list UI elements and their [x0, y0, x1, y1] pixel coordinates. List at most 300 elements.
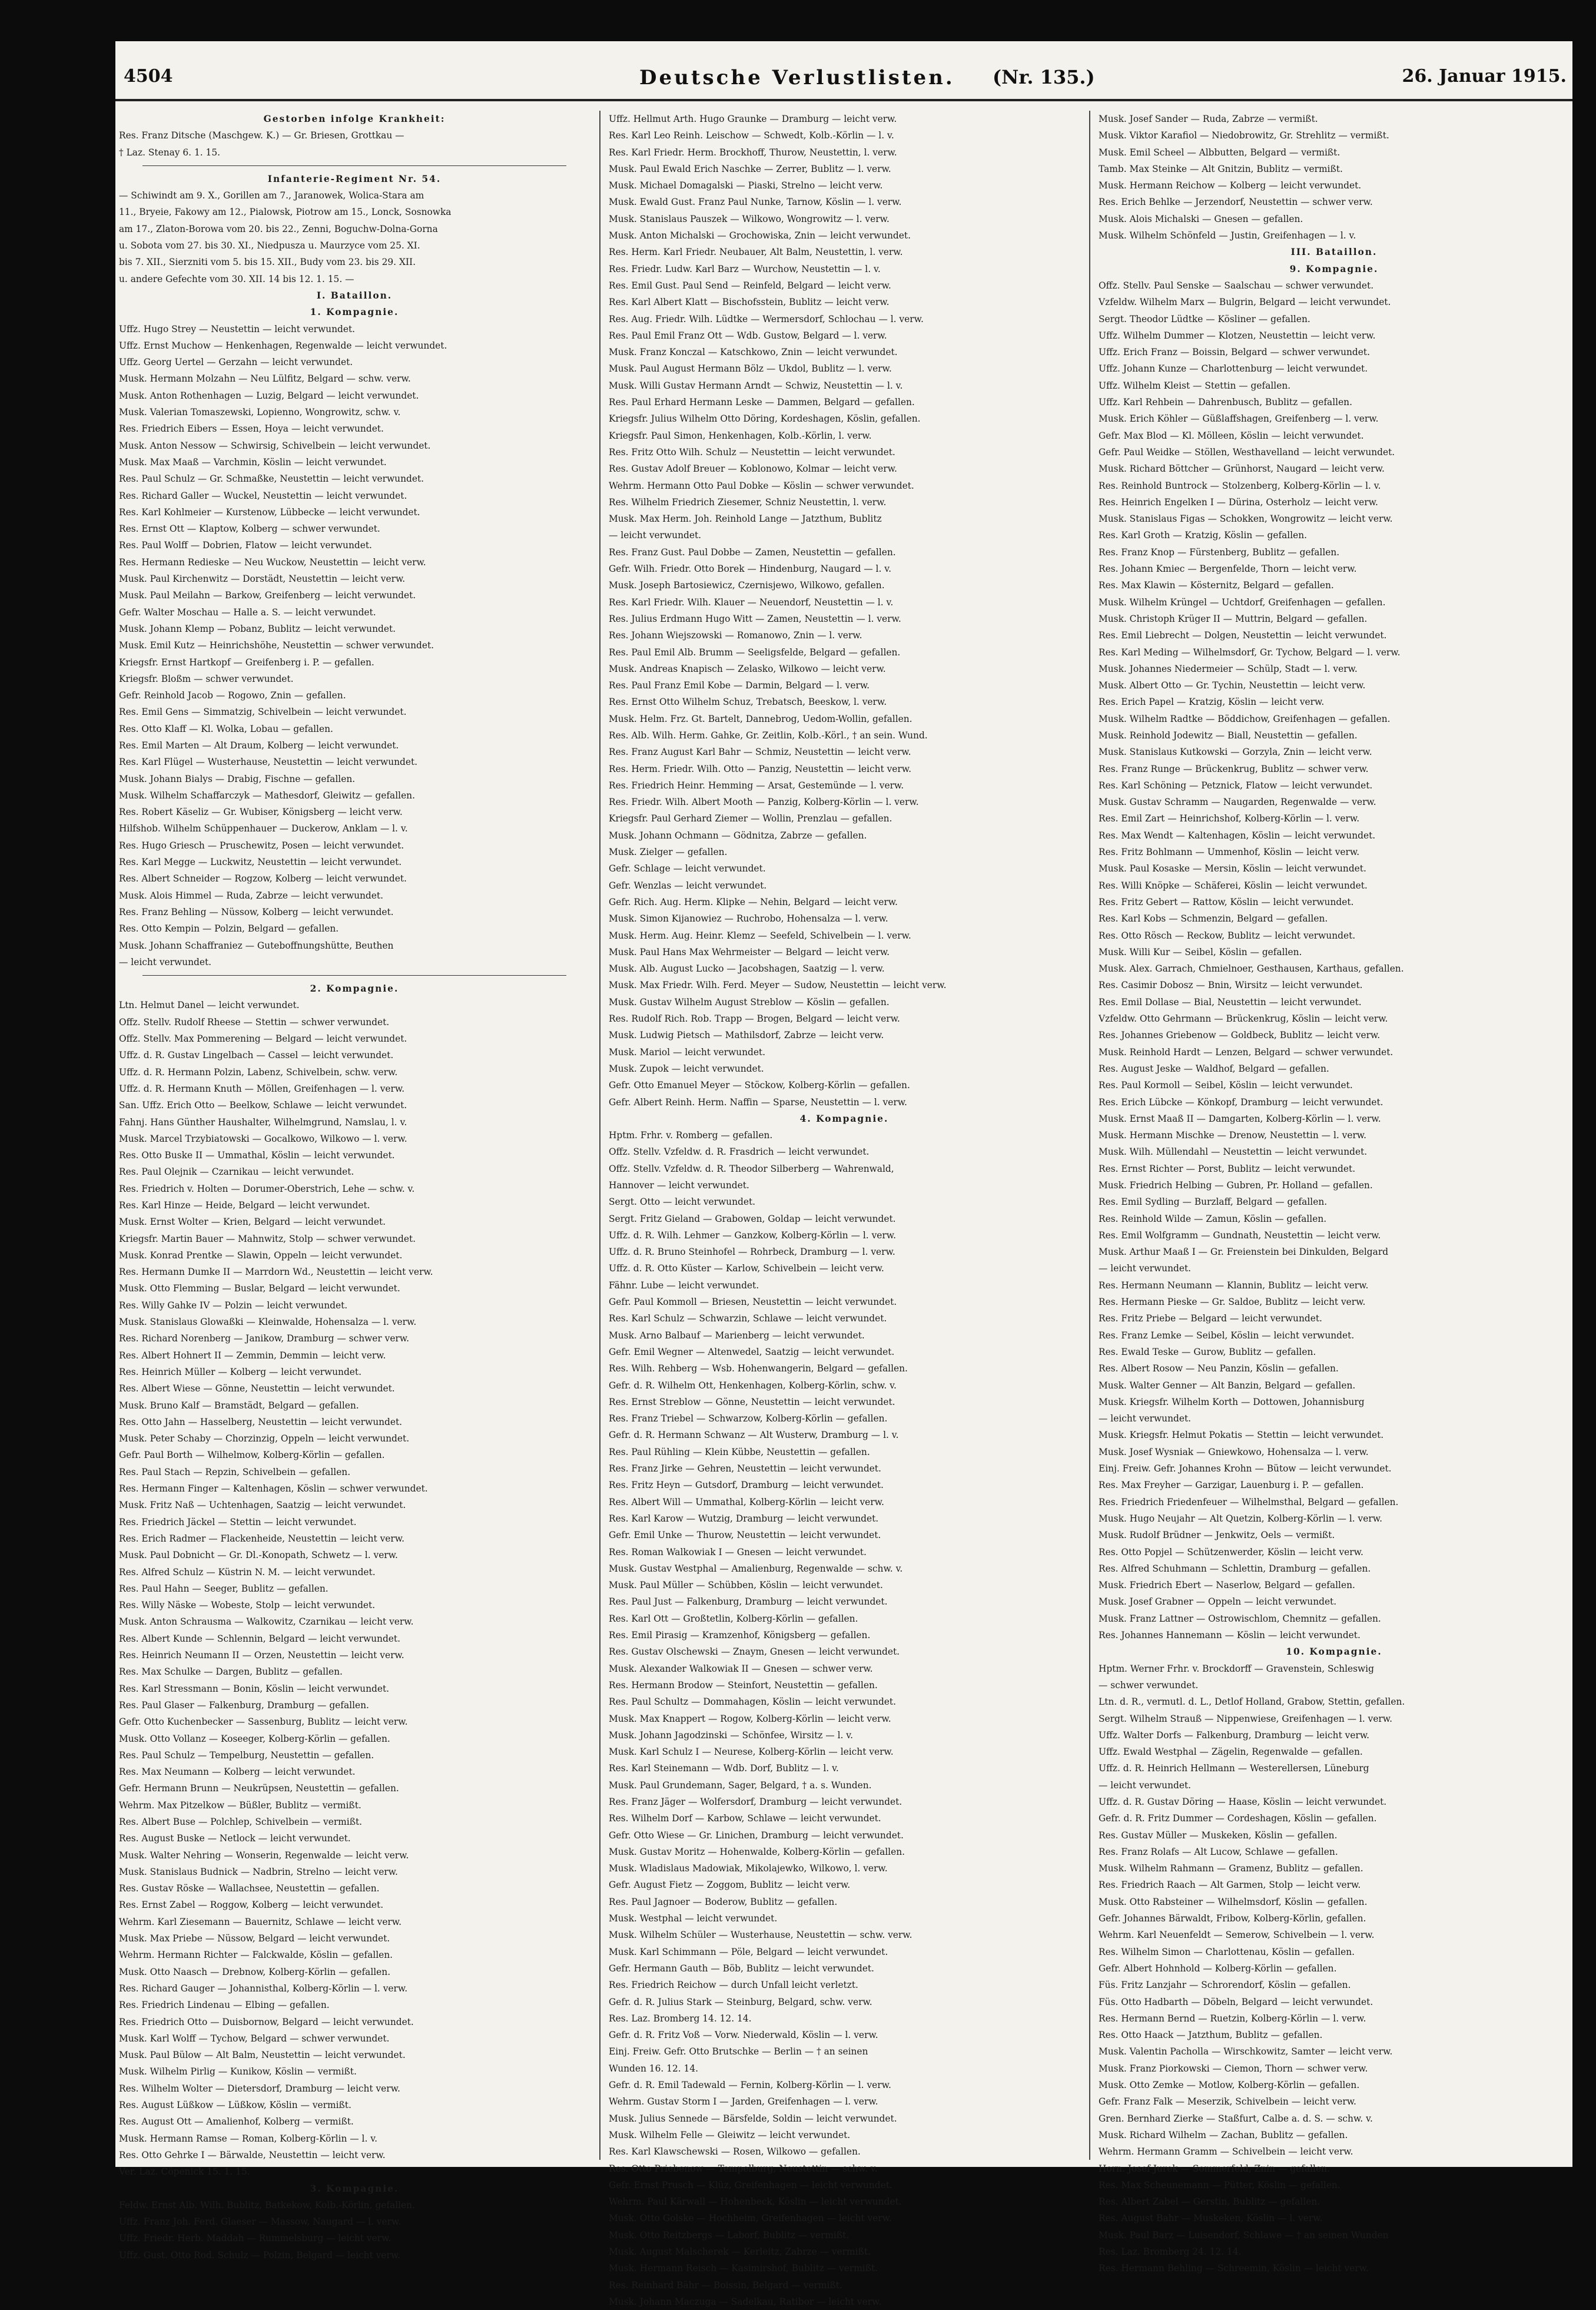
list-entry: Musk. Alois Himmel — Ruda, Zabrze — leicht verwundet.	[119, 890, 383, 901]
list-entry: Gefr. Franz Falk — Meserzik, Schivelbein — leicht verw.	[1099, 2096, 1356, 2107]
list-entry: Res. Richard Gauger — Johannisthal, Kolberg-Körlin — l. verw.	[119, 1983, 408, 1994]
list-entry: Uffz. d. R. Gustav Lingelbach — Cassel — leicht verwundet.	[119, 1050, 394, 1061]
list-entry: Res. Albert Buse — Polchlep, Schivelbein — vermißt.	[119, 1816, 363, 1827]
list-entry: Res. Willi Knöpke — Schäferei, Köslin — leicht verwundet.	[1099, 880, 1368, 891]
list-entry: Uffz. d. R. Hermann Knuth — Möllen, Greifenhagen — l. verw.	[119, 1083, 405, 1094]
list-entry: Musk. Stanislaus Figas — Schokken, Wongrowitz — leicht verw.	[1099, 513, 1393, 525]
list-entry: Musk. Gustav Schramm — Naugarden, Regenwalde — verw.	[1099, 797, 1376, 808]
list-entry: Res. Paul Schultz — Dommahagen, Köslin — leicht verwundet.	[609, 1696, 896, 1708]
list-entry: Res. Paul Jagnoer — Boderow, Bublitz — gefallen.	[609, 1896, 838, 1907]
section-heading: Infanterie-Regiment Nr. 54.	[267, 173, 442, 184]
list-entry: Gefr. August Fietz — Zoggom, Bublitz — leicht verw.	[609, 1880, 851, 1891]
list-entry: Musk. Emil Kutz — Heinrichshöhe, Neustettin — schwer verwundet.	[119, 640, 434, 651]
list-entry: — Schiwindt am 9. X., Gorillen am 7., Jaranowek, Wolica-Stara am	[119, 190, 424, 201]
list-entry: Musk. Paul Kirchenwitz — Dorstädt, Neustettin — leicht verw.	[119, 574, 406, 585]
list-entry: u. andere Gefechte vom 30. XII. 14 bis 12. 1. 15. —	[119, 273, 354, 284]
list-entry: Musk. Valentin Pacholla — Wirschkowitz, Samter — leicht verw.	[1099, 2046, 1393, 2057]
list-entry: Res. Alb. Wilh. Herm. Gahke, Gr. Zeitlin, Kolb.-Körl., † an sein. Wund.	[609, 730, 928, 741]
list-entry: Musk. Alex. Garrach, Chmielnoer, Gesthausen, Karthaus, gefallen.	[1099, 963, 1404, 975]
list-entry: Füs. Otto Hadbarth — Döbeln, Belgard — leicht verwundet.	[1099, 1996, 1373, 2007]
list-entry: Musk. Herm. Aug. Heinr. Klemz — Seefeld, Schivelbein — l. verw.	[609, 930, 911, 941]
list-entry: Res. Wilhelm Simon — Charlottenau, Köslin — gefallen.	[1099, 1946, 1355, 1957]
list-entry: Res. Wilh. Rehberg — Wsb. Hohenwangerin, Belgard — gefallen.	[609, 1363, 908, 1374]
list-entry: Gefr. Albert Reinh. Herm. Naffin — Sparse, Neustettin — l. verw.	[609, 1096, 907, 1108]
list-entry: Musk. Kriegsfr. Wilhelm Korth — Dottowen, Johannisburg	[1099, 1396, 1365, 1407]
list-entry: Musk. Max Friedr. Wilh. Ferd. Meyer — Sudow, Neustettin — leicht verw.	[609, 980, 947, 991]
list-entry: Res. Erich Papel — Kratzig, Köslin — leicht verw.	[1099, 697, 1325, 708]
list-entry: Musk. Paul Meilahn — Barkow, Greifenberg — leicht verwundet.	[119, 590, 416, 601]
section-heading: 2. Kompagnie.	[310, 983, 399, 995]
list-entry: Hptm. Werner Frhr. v. Brockdorff — Gravenstein, Schleswig	[1099, 1663, 1374, 1674]
list-entry: Musk. Richard Böttcher — Grünhorst, Naugard — leicht verw.	[1099, 463, 1385, 475]
list-entry: Res. Otto Haack — Jatzthum, Bublitz — gefallen.	[1099, 2030, 1323, 2041]
list-entry: Musk. Hermann Mischke — Drenow, Neustettin — l. verw.	[1099, 1130, 1367, 1141]
list-entry: Musk. Otto Vollanz — Koseeger, Kolberg-Körlin — gefallen.	[119, 1733, 390, 1744]
list-entry: Res. Fritz Gebert — Rattow, Köslin — leicht verwundet.	[1099, 896, 1354, 907]
list-entry: Offz. Stellv. Paul Senske — Saalschau — schwer verwundet.	[1099, 280, 1374, 291]
list-entry: Res. Friedrich Otto — Duisbornow, Belgard — leicht verwundet.	[119, 2016, 414, 2027]
list-entry: Res. August Buske — Netlock — leicht verwundet.	[119, 1833, 351, 1844]
list-entry: Musk. Marcel Trzybiatowski — Gocalkowo, Wilkowo — l. verw.	[119, 1133, 407, 1144]
list-entry: Musk. Otto Reitzbergs — Laborf, Bublitz — vermißt.	[609, 2229, 850, 2241]
list-entry: Res. Ernst Streblow — Gönne, Neustettin — leicht verwundet.	[609, 1396, 895, 1407]
list-entry: Res. Hermann Behling — Schreemin, Köslin — leicht verw.	[1099, 2263, 1369, 2274]
list-entry: † Laz. Stenay 6. 1. 15.	[119, 147, 221, 158]
list-entry: Res. Emil Gust. Paul Send — Reinfeld, Belgard — leicht verw.	[609, 280, 891, 291]
list-entry: Musk. Stanislaus Kutkowski — Gorzyla, Znin — leicht verw.	[1099, 747, 1372, 758]
list-entry: Res. Erich Radmer — Flackenheide, Neustettin — leicht verw.	[119, 1533, 404, 1544]
list-entry: Res. Otto Buske II — Ummathal, Köslin — leicht verwundet.	[119, 1150, 395, 1161]
list-entry: Musk. Max Priebe — Nüssow, Belgard — leicht verwundet.	[119, 1933, 390, 1944]
list-entry: Musk. Gustav Wilhelm August Streblow — Köslin — gefallen.	[609, 996, 890, 1007]
list-entry: Musk. Anton Michalski — Grochowiska, Znin — leicht verwundet.	[609, 230, 911, 241]
list-entry: Wehrm. Hermann Gramm — Schivelbein — leicht verw.	[1099, 2146, 1353, 2157]
list-entry: Res. Franz Ditsche (Maschgew. K.) — Gr. Briesen, Grottkau —	[119, 130, 404, 141]
section-heading: 1. Kompagnie.	[310, 307, 399, 318]
newspaper-page	[115, 41, 1572, 2307]
list-entry: Musk. Bruno Kalf — Bramstädt, Belgard — gefallen.	[119, 1400, 359, 1411]
list-entry: Uffz. Wilhelm Kleist — Stettin — gefallen.	[1099, 380, 1291, 391]
list-entry: Res. August Jeske — Waldhof, Belgard — gefallen.	[1099, 1063, 1329, 1074]
list-entry: Uffz. Ewald Westphal — Zägelin, Regenwalde — gefallen.	[1099, 1746, 1363, 1758]
list-entry: Musk. Rudolf Brüdner — Jenkwitz, Oels — vermißt.	[1099, 1530, 1335, 1541]
list-entry: Sergt. Theodor Lüdtke — Kösliner — gefallen.	[1099, 313, 1310, 324]
list-entry: Musk. Michael Domagalski — Piaski, Strelno — leicht verw.	[609, 180, 883, 191]
list-entry: Ver. Laz. Cöpenick 15. 1. 15.	[119, 2166, 250, 2178]
list-entry: Res. Paul Franz Emil Kobe — Darmin, Belgard — l. verw.	[609, 680, 870, 691]
list-entry: Musk. Alois Michalski — Gnesen — gefallen.	[1099, 213, 1303, 224]
list-entry: Res. Otto Priebenow — Tempelburg, Neustettin — schw. v.	[609, 2163, 878, 2174]
list-entry: Musk. Valerian Tomaszewski, Lopienno, Wongrowitz, schw. v.	[119, 407, 401, 418]
list-entry: Musk. Paul Dobnicht — Gr. Dl.-Konopath, Schwetz — l. verw.	[119, 1550, 398, 1561]
list-entry: Res. Laz. Bromberg 14. 12. 14.	[609, 2013, 752, 2024]
list-entry: Res. Franz August Karl Bahr — Schmiz, Neustettin — leicht verw.	[609, 747, 911, 758]
list-entry: Musk. Walter Nehring — Wonserin, Regenwalde — leicht verw.	[119, 1850, 409, 1861]
list-entry: Res. Aug. Friedr. Wilh. Lüdtke — Wermersdorf, Schlochau — l. verw.	[609, 313, 924, 324]
list-entry: Musk. Otto Flemming — Buslar, Belgard — leicht verwundet.	[119, 1283, 400, 1294]
list-entry: Musk. Anton Rothenhagen — Luzig, Belgard — leicht verwundet.	[119, 390, 419, 401]
list-entry: Res. Rudolf Rich. Rob. Trapp — Brogen, Belgard — leicht verw.	[609, 1013, 900, 1025]
list-entry: Musk. Otto Golske — Hochheim, Greifenhagen — leicht verw.	[609, 2213, 892, 2224]
list-entry: Res. Friedrich Jäckel — Stettin — leicht verwundet.	[119, 1516, 357, 1527]
list-entry: Uffz. Erich Franz — Boissin, Belgard — schwer verwundet.	[1099, 347, 1370, 358]
list-entry: Musk. Willi Kur — Seibel, Köslin — gefallen.	[1099, 946, 1302, 957]
list-entry: Res. Karl Kobs — Schmenzin, Belgard — gefallen.	[1099, 913, 1328, 924]
list-entry: Uffz. Johann Kunze — Charlottenburg — leicht verwundet.	[1099, 363, 1368, 374]
list-entry: Res. Paul Stach — Repzin, Schivelbein — gefallen.	[119, 1466, 351, 1477]
list-entry: Uffz. d. R. Wilh. Lehmer — Ganzkow, Kolberg-Körlin — l. verw.	[609, 1229, 896, 1241]
list-entry: Res. Friedrich Lindenau — Elbing — gefallen.	[119, 2000, 330, 2011]
list-entry: Musk. Stanislaus Glowaßki — Kleinwalde, Hohensalza — l. verw.	[119, 1317, 417, 1328]
list-entry: Res. Friedrich v. Holten — Dorumer-Oberstrich, Lehe — schw. v.	[119, 1183, 415, 1194]
list-entry: Tamb. Max Steinke — Alt Gnitzin, Bublitz — vermißt.	[1099, 163, 1343, 174]
list-entry: Musk. Max Maaß — Varchmin, Köslin — leicht verwundet.	[119, 456, 387, 468]
list-entry: Res. Paul Kormoll — Seibel, Köslin — leicht verwundet.	[1099, 1080, 1353, 1091]
list-entry: Musk. Otto Naasch — Drebnow, Kolberg-Körlin — gefallen.	[119, 1966, 391, 1977]
list-entry: Res. Karl Karow — Wutzig, Dramburg — leicht verwundet.	[609, 1513, 879, 1524]
header-rule	[115, 99, 1572, 101]
list-entry: Musk. Paul Ewald Erich Naschke — Zerrer, Bublitz — l. verw.	[609, 163, 891, 174]
list-entry: Res. Robert Käseliz — Gr. Wubiser, Königsberg — leicht verw.	[119, 807, 403, 818]
list-entry: Res. August Ott — Amalienhof, Kolberg — vermißt.	[119, 2116, 354, 2127]
column-3	[1099, 111, 1570, 2274]
list-entry: Res. Otto Jahn — Hasselberg, Neustettin — leicht verwundet.	[119, 1416, 403, 1427]
list-entry: Musk. Joseph Bartosiewicz, Czernisjewo, Wilkowo, gefallen.	[609, 580, 885, 591]
list-entry: Musk. Paul August Hermann Bölz — Ukdol, Bublitz — l. verw.	[609, 363, 892, 374]
list-entry: Res. Emil Wolfgramm — Gundnath, Neustettin — leicht verw.	[1099, 1229, 1381, 1241]
list-entry: Res. Ernst Richter — Porst, Bublitz — leicht verwundet.	[1099, 1163, 1356, 1174]
list-entry: Musk. Zielger — gefallen.	[609, 847, 728, 858]
list-entry: Res. Fritz Bohlmann — Ummenhof, Köslin — leicht verw.	[1099, 847, 1360, 858]
list-entry: Res. Karl Leo Reinh. Leischow — Schwedt, Kolb.-Körlin — l. v.	[609, 130, 894, 141]
list-entry: Res. Paul Erhard Hermann Leske — Dammen, Belgard — gefallen.	[609, 397, 915, 408]
list-entry: Wehrm. Karl Ziesemann — Bauernitz, Schlawe — leicht verw.	[119, 1916, 402, 1927]
list-entry: Res. Albert Zabel — Gerstin, Bublitz — gefallen.	[1099, 2196, 1320, 2208]
list-entry: Res. Albert Rosow — Neu Panzin, Köslin — gefallen.	[1099, 1363, 1339, 1374]
list-entry: Musk. Max Herm. Joh. Reinhold Lange — Jatzthum, Bublitz	[609, 513, 882, 525]
list-entry: Gefr. Schlage — leicht verwundet.	[609, 863, 766, 874]
list-entry: Musk. Mariol — leicht verwundet.	[609, 1046, 766, 1058]
list-entry: Hannover — leicht verwundet.	[609, 1180, 749, 1191]
list-entry: Musk. Karl Schulz I — Neurese, Kolberg-Körlin — leicht verw.	[609, 1746, 894, 1758]
section-heading: Gestorben infolge Krankheit:	[263, 114, 446, 124]
list-entry: Einj. Freiw. Gefr. Otto Brutschke — Berlin — † an seinen	[609, 2046, 868, 2057]
list-entry: Gefr. Max Blod — Kl. Mölleen, Köslin — leicht verwundet.	[1099, 430, 1364, 441]
section-divider	[142, 165, 566, 166]
list-entry: Res. Gustav Olschewski — Znaym, Gnesen — leicht verwundet.	[609, 1646, 900, 1658]
list-entry: Res. Karl Steinemann — Wdb. Dorf, Bublitz — l. v.	[609, 1763, 839, 1774]
list-entry: Hilfshob. Wilhelm Schüppenhauer — Duckerow, Anklam — l. v.	[119, 823, 408, 834]
list-entry: Res. August Bahr — Muskeken, Köslin — l. verw.	[1099, 2213, 1323, 2224]
list-entry: Musk. Otto Zemke — Motlow, Kolberg-Körlin — gefallen.	[1099, 2080, 1360, 2091]
list-entry: Res. Karl Friedr. Wilh. Klauer — Neuendorf, Neustettin — l. v.	[609, 596, 894, 608]
list-entry: Res. Franz Jäger — Wolfersdorf, Dramburg — leicht verwundet.	[609, 1796, 902, 1807]
list-entry: Res. Willy Gahke IV — Polzin — leicht verwundet.	[119, 1300, 348, 1311]
list-entry: Musk. Gustav Moritz — Hohenwalde, Kolberg-Körlin — gefallen.	[609, 1846, 905, 1857]
list-entry: Musk. Wilhelm Rahmann — Gramenz, Bublitz — gefallen.	[1099, 1863, 1363, 1874]
list-entry: Offz. Stellv. Max Pommerening — Belgard — leicht verwundet.	[119, 1033, 407, 1045]
section-divider	[142, 975, 566, 976]
list-entry: Res. Heinrich Engelken I — Dürina, Osterholz — leicht verw.	[1099, 496, 1378, 508]
list-entry: Res. Laz. Bromberg 24. 12. 14.	[1099, 2246, 1242, 2257]
list-entry: Vzfeldw. Wilhelm Marx — Bulgrin, Belgard — leicht verwundet.	[1099, 297, 1391, 308]
list-entry: Musk. Paul Grundemann, Sager, Belgard, † a. s. Wunden.	[609, 1779, 872, 1791]
list-entry: Musk. Christoph Krüger II — Muttrin, Belgard — gefallen.	[1099, 613, 1368, 624]
list-entry: Musk. Kriegsfr. Helmut Pokatis — Stettin — leicht verwundet.	[1099, 1430, 1384, 1441]
list-entry: Gefr. Paul Borth — Wilhelmow, Kolberg-Körlin — gefallen.	[119, 1450, 385, 1461]
list-entry: Res. Franz Knop — Fürstenberg, Bublitz — gefallen.	[1099, 546, 1340, 558]
list-entry: Res. Emil Liebrecht — Dolgen, Neustettin — leicht verwundet.	[1099, 630, 1387, 641]
list-entry: Musk. Josef Wysniak — Gniewkowo, Hohensalza — l. verw.	[1099, 1446, 1369, 1457]
list-entry: Res. Franz Triebel — Schwarzow, Kolberg-Körlin — gefallen.	[609, 1413, 888, 1424]
list-entry: — leicht verwundet.	[609, 530, 702, 541]
list-entry: Gefr. Hermann Brunn — Neukrüpsen, Neustettin — gefallen.	[119, 1783, 399, 1794]
list-entry: Res. Otto Gehrke I — Bärwalde, Neustettin — leicht verw.	[119, 2149, 386, 2160]
list-entry: Gefr. Otto Wiese — Gr. Linichen, Dramburg — leicht verwundet.	[609, 1830, 904, 1841]
list-entry: Res. Wilhelm Wolter — Dietersdorf, Dramburg — leicht verw.	[119, 2083, 400, 2094]
list-entry: Gefr. Johannes Bärwaldt, Fribow, Kolberg-Körlin, gefallen.	[1099, 1913, 1366, 1924]
list-entry: Musk. Friedrich Helbing — Gubren, Pr. Holland — gefallen.	[1099, 1180, 1373, 1191]
list-entry: Musk. Erich Köhler — Güßlaffshagen, Greifenberg — l. verw.	[1099, 413, 1379, 425]
list-entry: Wunden 16. 12. 14.	[609, 2063, 698, 2074]
list-entry: Wehrm. Max Pitzelkow — Büßler, Bublitz — vermißt.	[119, 1799, 361, 1811]
list-entry: Musk. Westphal — leicht verwundet.	[609, 1913, 778, 1924]
list-entry: Musk. Fritz Naß — Uchtenhagen, Saatzig — leicht verwundet.	[119, 1500, 406, 1511]
list-entry: Uffz. Hellmut Arth. Hugo Graunke — Dramburg — leicht verw.	[609, 114, 897, 124]
issue-number: (Nr. 135.)	[993, 66, 1095, 88]
list-entry: Res. Heinrich Neumann II — Orzen, Neustettin — leicht verw.	[119, 1650, 404, 1661]
list-entry: Res. Otto Popjel — Schützenwerder, Köslin — leicht verw.	[1099, 1546, 1363, 1557]
list-entry: Res. Karl Klawschewski — Rosen, Wilkowo — gefallen.	[609, 2146, 861, 2157]
list-entry: Res. Paul Schulz — Gr. Schmaßke, Neustettin — leicht verwundet.	[119, 473, 424, 485]
list-entry: Musk. Wilhelm Krüngel — Uchtdorf, Greifenhagen — gefallen.	[1099, 596, 1386, 608]
list-entry: Musk. Johann Jagodzinski — Schönfee, Wirsitz — l. v.	[609, 1729, 854, 1741]
list-entry: Res. Karl Friedr. Herm. Brockhoff, Thurow, Neustettin, l. verw.	[609, 147, 897, 158]
list-entry: Musk. Anton Schrausma — Walkowitz, Czarnikau — leicht verw.	[119, 1616, 414, 1628]
list-entry: Uffz. Friedr. Herb. Maddah — Rummelsburg — leicht verw.	[119, 2233, 391, 2244]
list-entry: Res. August Lüßkow — Lüßkow, Köslin — vermißt.	[119, 2100, 351, 2111]
page-date: 26. Januar 1915.	[1402, 66, 1567, 87]
list-entry: Sergt. Wilhelm Strauß — Nippenwiese, Greifenhagen — l. verw.	[1099, 1713, 1393, 1724]
list-entry: Gefr. d. R. Wilhelm Ott, Henkenhagen, Kolberg-Körlin, schw. v.	[609, 1380, 897, 1391]
section-heading: 4. Kompagnie.	[799, 1113, 889, 1124]
list-entry: Musk. Johann Bialys — Drabig, Fischne — gefallen.	[119, 773, 356, 784]
list-entry: Musk. Ernst Maaß II — Damgarten, Kolberg-Körlin — l. verw.	[1099, 1113, 1381, 1124]
list-entry: Res. Julius Erdmann Hugo Witt — Zamen, Neustettin — l. verw.	[609, 613, 901, 624]
list-entry: u. Sobota vom 27. bis 30. XI., Niedpusza u. Maurzyce vom 25. XI.	[119, 240, 420, 251]
list-entry: Wehrm. Paul Kärwall — Hohenbeck, Köslin — leicht verwundet.	[609, 2196, 902, 2208]
list-entry: Res. Friedrich Reichow — durch Unfall leicht verletzt.	[609, 1980, 858, 1991]
list-entry: Füs. Fritz Lanzjahr — Schrorendorf, Köslin — gefallen.	[1099, 1980, 1351, 1991]
list-entry: — schwer verwundet.	[1099, 1679, 1199, 1691]
list-entry: Res. Johannes Griebenow — Goldbeck, Bublitz — leicht verw.	[1099, 1030, 1381, 1041]
list-entry: Res. Reinhold Wilde — Zamun, Köslin — gefallen.	[1099, 1213, 1327, 1224]
list-entry: Res. Max Neumann — Kolberg — leicht verwundet.	[119, 1767, 356, 1778]
list-entry: Res. Karl Hinze — Heide, Belgard — leicht verwundet.	[119, 1200, 370, 1211]
list-entry: Res. Ernst Zabel — Roggow, Kolberg — leicht verwundet.	[119, 1900, 384, 1911]
list-entry: Res. Herm. Friedr. Wilh. Otto — Panzig, Neustettin — leicht verw.	[609, 763, 911, 774]
list-entry: Gefr. Ernst Prusch — Klüz, Greifenhagen — leicht verwundet.	[609, 2179, 892, 2190]
list-entry: Kriegsfr. Paul Simon, Henkenhagen, Kolb.-Körlin, l. verw.	[609, 430, 872, 441]
list-entry: Musk. Max Knappert — Rogow, Kolberg-Körlin — leicht verw.	[609, 1713, 891, 1724]
list-entry: Res. Karl Groth — Kratzig, Köslin — gefallen.	[1099, 530, 1308, 541]
list-entry: Res. Emil Marten — Alt Draum, Kolberg — leicht verwundet.	[119, 740, 399, 751]
list-entry: Res. Franz Gust. Paul Dobbe — Zamen, Neustettin — gefallen.	[609, 546, 896, 558]
list-entry: Res. Karl Megge — Luckwitz, Neustettin — leicht verwundet.	[119, 857, 402, 868]
list-entry: Musk. Viktor Karafiol — Niedobrowitz, Gr. Strehlitz — vermißt.	[1099, 130, 1389, 141]
list-entry: Musk. Helm. Frz. Gt. Bartelt, Dannebrog, Uedom-Wollin, gefallen.	[609, 713, 913, 724]
list-entry: Res. Albert Kunde — Schlennin, Belgard — leicht verwundet.	[119, 1633, 400, 1644]
list-entry: Musk. Walter Genner — Alt Banzin, Belgard — gefallen.	[1099, 1380, 1356, 1391]
list-entry: Res. Richard Galler — Wuckel, Neustettin — leicht verwundet.	[119, 490, 407, 501]
list-entry: Uffz. Franz Joh. Ferd. Glaeser — Massow, Naugard — l. verw.	[119, 2216, 402, 2228]
list-entry: Gefr. Paul Weidke — Stöllen, Westhavelland — leicht verwundet.	[1099, 446, 1395, 458]
list-entry: Res. Karl Kohlmeier — Kurstenow, Lübbecke — leicht verwundet.	[119, 506, 420, 518]
list-entry: Kriegsfr. Bloßm — schwer verwundet.	[119, 673, 294, 684]
list-entry: Musk. Reinhold Hardt — Lenzen, Belgard — schwer verwundet.	[1099, 1046, 1393, 1058]
list-entry: Musk. Johann Ochmann — Gödnitza, Zabrze — gefallen.	[609, 830, 867, 841]
list-entry: Gren. Bernhard Zierke — Staßfurt, Calbe a. d. S. — schw. v.	[1099, 2113, 1373, 2124]
list-entry: Res. Hermann Redieske — Neu Wuckow, Neustettin — leicht verw.	[119, 556, 426, 568]
list-entry: Res. Willy Näske — Wobeste, Stolp — leicht verwundet.	[119, 1600, 376, 1611]
list-entry: Res. Fritz Priebe — Belgard — leicht verwundet.	[1099, 1313, 1322, 1324]
list-entry: Res. Friedrich Heinr. Hemming — Arsat, Gestemünde — l. verw.	[609, 780, 904, 791]
list-entry: Gefr. Albert Hohnhold — Kolberg-Körlin — gefallen.	[1099, 1963, 1337, 1974]
list-entry: Musk. Ludwig Pietsch — Mathilsdorf, Zabrze — leicht verw.	[609, 1030, 884, 1041]
list-entry: Wehrm. Karl Neuenfeldt — Semerow, Schivelbein — l. verw.	[1099, 1930, 1375, 1941]
list-entry: Res. Emil Sydling — Burzlaff, Belgard — gefallen.	[1099, 1197, 1328, 1208]
list-entry: Musk. Hermann Ramse — Roman, Kolberg-Körlin — l. v.	[119, 2133, 378, 2144]
list-entry: Gefr. Emil Unke — Thurow, Neustettin — leicht verwundet.	[609, 1530, 881, 1541]
list-entry: Musk. Johann Maczuga — Sadelkau, Ratibor — leicht verw.	[609, 2296, 882, 2307]
list-entry: Uffz. d. R. Heinrich Hellmann — Westerellersen, Lüneburg	[1099, 1763, 1369, 1774]
list-entry: Res. Karl Meding — Wilhelmsdorf, Gr. Tychow, Belgard — l. verw.	[1099, 647, 1401, 658]
list-entry: Musk. Ewald Gust. Franz Paul Nunke, Tarnow, Köslin — l. verw.	[609, 197, 902, 208]
list-entry: Res. Franz Jirke — Gehren, Neustettin — leicht verwundet.	[609, 1463, 881, 1474]
list-entry: Einj. Freiw. Gefr. Johannes Krohn — Bütow — leicht verwundet.	[1099, 1463, 1392, 1474]
list-entry: Res. Wilhelm Dorf — Karbow, Schlawe — leicht verwundet.	[609, 1813, 881, 1824]
list-entry: 11., Bryeie, Fakowy am 12., Pialowsk, Piotrow am 15., Lonck, Sosnowka	[119, 207, 452, 218]
section-heading: 9. Kompagnie.	[1289, 263, 1379, 274]
list-entry: Musk. Wilhelm Schaffarczyk — Mathesdorf, Gleiwitz — gefallen.	[119, 790, 415, 801]
list-entry: Res. Hermann Finger — Kaltenhagen, Köslin — schwer verwundet.	[119, 1483, 428, 1494]
list-entry: Musk. Hermann Molzahn — Neu Lülfitz, Belgard — schw. verw.	[119, 373, 411, 385]
list-entry: Res. Emil Dollase — Bial, Neustettin — leicht verwundet.	[1099, 996, 1362, 1007]
list-entry: Res. Paul Hahn — Seeger, Bublitz — gefallen.	[119, 1583, 329, 1594]
list-entry: Musk. Arno Balbauf — Marienberg — leicht verwundet.	[609, 1330, 865, 1341]
list-entry: Gefr. Otto Kuchenbecker — Sassenburg, Bublitz — leicht verw.	[119, 1716, 408, 1728]
list-entry: Musk. Emil Scheel — Albbutten, Belgard — vermißt.	[1099, 147, 1340, 158]
list-entry: Res. Hermann Dumke II — Marrdorn Wd., Neustettin — leicht verw.	[119, 1267, 433, 1278]
list-entry: — leicht verwundet.	[1099, 1263, 1192, 1274]
list-entry: Res. Franz Runge — Brückenkrug, Bublitz — schwer verw.	[1099, 763, 1369, 774]
list-entry: Res. Max Klawin — Kösternitz, Belgard — gefallen.	[1099, 580, 1334, 591]
list-entry: Musk. Zupok — leicht verwundet.	[609, 1063, 764, 1074]
list-entry: Res. Hermann Neumann — Klannin, Bublitz — leicht verw.	[1099, 1280, 1369, 1291]
list-entry: Res. Johann Wiejszowski — Romanowo, Znin — l. verw.	[609, 630, 862, 641]
list-entry: Res. Erich Lübcke — Könkopf, Dramburg — leicht verwundet.	[1099, 1096, 1383, 1108]
list-entry: Musk. Richard Wilhelm — Zachan, Bublitz — gefallen.	[1099, 2129, 1348, 2140]
list-entry: Musk. Franz Piorkowski — Ciemon, Thorn — schwer verw.	[1099, 2063, 1368, 2074]
list-entry: Musk. Wilhelm Schüler — Wusterhause, Neustettin — schw. verw.	[609, 1930, 913, 1941]
column-1	[119, 111, 590, 2261]
list-entry: Musk. Alb. August Lucko — Jacobshagen, Saatzig — l. verw.	[609, 963, 885, 975]
list-entry: Gefr. d. R. Fritz Dummer — Cordeshagen, Köslin — gefallen.	[1099, 1813, 1377, 1824]
list-entry: Musk. Karl Schimmann — Pöle, Belgard — leicht verwundet.	[609, 1946, 888, 1957]
list-entry: Musk. Hugo Neujahr — Alt Quetzin, Kolberg-Körlin — l. verw.	[1099, 1513, 1382, 1524]
list-entry: Res. Fritz Heyn — Gutsdorf, Dramburg — leicht verwundet.	[609, 1480, 884, 1491]
list-entry: Kriegsfr. Paul Gerhard Ziemer — Wollin, Prenzlau — gefallen.	[609, 813, 892, 824]
list-entry: San. Uffz. Erich Otto — Beelkow, Schlawe — leicht verwundet.	[119, 1100, 407, 1111]
list-entry: Gefr. Hermann Gauth — Böb, Bublitz — leicht verwundet.	[609, 1963, 874, 1974]
list-entry: Musk. Konrad Prentke — Slawin, Oppeln — leicht verwundet.	[119, 1250, 403, 1261]
section-heading: III. Bataillon.	[1290, 247, 1378, 258]
list-entry: Res. Hermann Pieske — Gr. Saldoe, Bublitz — leicht verw.	[1099, 1297, 1366, 1308]
list-entry: Sergt. Otto — leicht verwundet.	[609, 1197, 756, 1208]
list-entry: Res. Reinhard Bähr — Boissin, Belgard — vermißt.	[609, 2279, 842, 2291]
list-entry: Gefr. Reinhold Jacob — Rogowo, Znin — gefallen.	[119, 690, 346, 701]
list-entry: Res. Gustav Müller — Muskeken, Köslin — gefallen.	[1099, 1830, 1338, 1841]
list-entry: Res. Alfred Schulz — Küstrin N. M. — leicht verwundet.	[119, 1566, 376, 1577]
list-entry: Musk. Wilhelm Felle — Gleiwitz — leicht verwundet.	[609, 2129, 851, 2140]
list-entry: Res. Friedr. Ludw. Karl Barz — Wurchow, Neustettin — l. v.	[609, 263, 881, 274]
list-entry: Hptm. Frhr. v. Romberg — gefallen.	[609, 1130, 773, 1141]
list-entry: Uffz. Karl Rehbein — Dahrenbusch, Bublitz — gefallen.	[1099, 397, 1352, 408]
list-entry: Offz. Stellv. Rudolf Rheese — Stettin — schwer verwundet.	[119, 1016, 390, 1028]
list-entry: Musk. Paul Müller — Schübben, Köslin — leicht verwundet.	[609, 1580, 883, 1591]
list-entry: Musk. Wilhelm Pirlig — Kunikow, Köslin — vermißt.	[119, 2066, 357, 2077]
list-entry: Res. Ernst Ott — Klaptow, Kolberg — schwer verwundet.	[119, 523, 380, 535]
list-entry: Offz. Stellv. Vzfeldw. d. R. Theodor Silberberg — Wahrenwald,	[609, 1163, 894, 1174]
list-entry: Gefr. Wenzlas — leicht verwundet.	[609, 880, 767, 891]
list-entry: Musk. Johannes Niedermeier — Schülp, Stadt — l. verw.	[1099, 663, 1358, 674]
list-entry: Res. Hugo Griesch — Pruschewitz, Posen — leicht verwundet.	[119, 840, 404, 851]
list-entry: Musk. Willi Gustav Hermann Arndt — Schwiz, Neustettin — l. v.	[609, 380, 903, 391]
list-entry: Res. Franz Rolafs — Alt Lucow, Schlawe — gefallen.	[1099, 1846, 1338, 1857]
list-entry: Res. Casimir Dobosz — Bnin, Wirsitz — leicht verwundet.	[1099, 980, 1363, 991]
list-entry: Res. Paul Wolff — Dobrien, Flatow — leicht verwundet.	[119, 540, 372, 551]
list-entry: Gefr. Otto Emanuel Meyer — Stöckow, Kolberg-Körlin — gefallen.	[609, 1080, 910, 1091]
list-entry: Res. Paul Emil Franz Ott — Wdb. Gustow, Belgard — l. verw.	[609, 330, 887, 341]
list-entry: Res. Heinrich Müller — Kolberg — leicht verwundet.	[119, 1366, 361, 1377]
list-entry: Res. Paul Olejnik — Czarnikau — leicht verwundet.	[119, 1166, 354, 1178]
list-entry: Res. Paul Glaser — Falkenburg, Dramburg — gefallen.	[119, 1699, 369, 1711]
list-entry: Res. Albert Hohnert II — Zemmin, Demmin — leicht verw.	[119, 1350, 386, 1361]
list-entry: Uffz. d. R. Gustav Döring — Haase, Köslin — leicht verwundet.	[1099, 1796, 1387, 1807]
list-entry: Res. Karl Ott — Großtetlin, Kolberg-Körlin — gefallen.	[609, 1613, 858, 1624]
list-entry: bis 7. XII., Sierzniti vom 5. bis 15. XII., Budy vom 23. bis 29. XII.	[119, 257, 416, 268]
list-entry: Vzfeldw. Otto Gehrmann — Brückenkrug, Köslin — leicht verw.	[1099, 1013, 1388, 1025]
list-entry: Musk. Paul Barz — Luisendorf, Schlawe — † an seinen Wunden	[1099, 2229, 1389, 2241]
list-entry: Musk. Albert Otto — Gr. Tychin, Neustettin — leicht verw.	[1099, 680, 1366, 691]
page-title: Deutsche Verlustlisten.	[639, 66, 955, 90]
list-entry: Musk. Friedrich Ebert — Naserlow, Belgard — gefallen.	[1099, 1580, 1355, 1591]
list-entry: Res. Reinhold Buntrock — Stolzenberg, Kolberg-Körlin — l. v.	[1099, 480, 1381, 491]
list-entry: Uffz. d. R. Otto Küster — Karlow, Schivelbein — leicht verw.	[609, 1263, 884, 1274]
list-entry: Gefr. d. R. Fritz Voß — Vorw. Niederwald, Köslin — l. verw.	[609, 2030, 878, 2041]
list-entry: Musk. Arthur Maaß I — Gr. Freienstein bei Dinkulden, Belgard	[1099, 1247, 1389, 1258]
section-heading: I. Bataillon.	[316, 290, 393, 301]
list-entry: Musk. Stanislaus Pauszek — Wilkowo, Wongrowitz — l. verw.	[609, 213, 890, 224]
list-entry: Res. Paul Just — Falkenburg, Dramburg — leicht verwundet.	[609, 1596, 888, 1608]
list-entry: Res. Paul Emil Alb. Brumm — Seeligsfelde, Belgard — gefallen.	[609, 647, 901, 658]
list-entry: Res. Otto Kempin — Polzin, Belgard — gefallen.	[119, 923, 339, 934]
list-entry: Musk. August Malscherek — Kerleitz, Zabrze — vermißt.	[609, 2246, 871, 2257]
list-entry: Musk. Paul Hans Max Wehrmeister — Belgard — leicht verw.	[609, 946, 890, 957]
list-entry: — leicht verwundet.	[119, 956, 212, 967]
list-entry: Res. Max Freyher — Garzigar, Lauenburg i. P. — gefallen.	[1099, 1480, 1364, 1491]
list-entry: Res. Paul Rühling — Klein Kübbe, Neustettin — gefallen.	[609, 1446, 870, 1457]
